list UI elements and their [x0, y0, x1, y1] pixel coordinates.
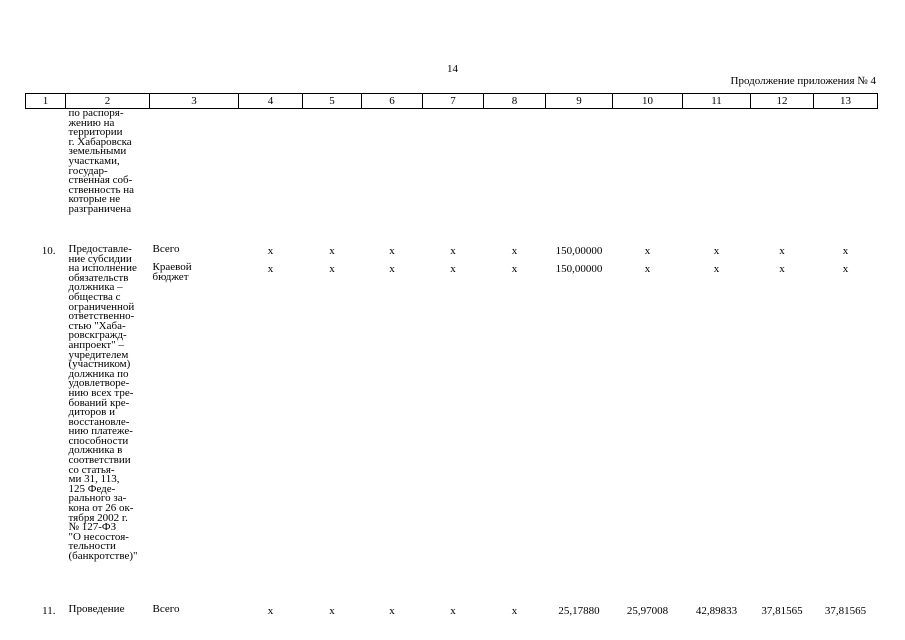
header-col-5: 5 [303, 94, 362, 109]
cell-value: х [511, 263, 518, 275]
cell-value: х [450, 605, 456, 617]
cell-value: х [267, 263, 274, 275]
cell-value: 150,00000 [555, 245, 603, 257]
row-label: Всего [152, 243, 180, 255]
table-row [26, 263, 878, 601]
cell-value: х [450, 263, 456, 275]
header-row [26, 94, 878, 109]
cell-value: х [842, 263, 849, 275]
cell-value: 25,97008 [626, 605, 669, 617]
page-number: 14 [447, 63, 458, 75]
header-col-4: 4 [239, 94, 303, 109]
row-number: 10. [41, 245, 56, 257]
table-row [26, 109, 878, 242]
cell-value: х [267, 245, 274, 257]
cell-value: х [644, 263, 651, 275]
cell-value: х [779, 263, 785, 275]
row-name: Предоставле- ние субсидии на исполнение обязательств должника – общества с ограниченной ответственно- стью "Хаба- ровскгражд- анпроект" – учредителем (участником) должника по удовлетворе- нию всех тре- бований кре- диторов и восстановле- нию платеже- способности должника в соответствии со статья- ми 31, 113, 125 Феде- рального за- кона от 26 ок- тября 2002 г. № 127-ФЗ "О несостоя- тельности (банкротстве)" [68, 243, 138, 562]
header-col-11: 11 [683, 94, 751, 109]
row-name: Проведение [68, 603, 125, 615]
appendix-continuation-note: Продолжение приложения № 4 [730, 75, 876, 87]
cell-value: х [450, 245, 456, 257]
cell-value: х [511, 245, 518, 257]
header-col-13: 13 [814, 94, 878, 109]
cell-value: х [644, 245, 651, 257]
header-col-1: 1 [26, 94, 66, 109]
cell-value: х [389, 245, 395, 257]
program-table [25, 93, 878, 617]
cell-value: х [713, 245, 720, 257]
cell-value: 25,17880 [558, 605, 600, 617]
cell-value: 150,00000 [555, 263, 603, 275]
row-label: Краевой бюджет [152, 261, 192, 283]
cell-value: х [329, 263, 335, 275]
cell-value: 37,81565 [761, 605, 803, 617]
cell-value: х [389, 605, 395, 617]
cell-value: 42,89833 [695, 605, 738, 617]
cell-value: х [389, 263, 395, 275]
cell-value: х [713, 263, 720, 275]
header-col-9: 9 [546, 94, 613, 109]
header-col-6: 6 [362, 94, 423, 109]
cell-value: 37,81565 [824, 605, 867, 617]
cell-value: х [779, 245, 785, 257]
cell-value: х [842, 245, 849, 257]
cell-value: х [511, 605, 518, 617]
cell-value: х [329, 605, 335, 617]
header-col-3: 3 [150, 94, 239, 109]
header-col-10: 10 [613, 94, 683, 109]
cell-value: х [267, 605, 274, 617]
table-row [26, 605, 878, 617]
cell-value: х [329, 245, 335, 257]
row-label: Всего [152, 603, 180, 615]
continuation-text: по распоря- жению на территории г. Хабаровска земельными участками, государ- ственная соб- ственность на которые не разграничена [68, 107, 134, 215]
header-col-2: 2 [66, 94, 150, 109]
header-col-8: 8 [484, 94, 546, 109]
header-col-12: 12 [751, 94, 814, 109]
row-number: 11. [42, 605, 56, 617]
header-col-7: 7 [423, 94, 484, 109]
